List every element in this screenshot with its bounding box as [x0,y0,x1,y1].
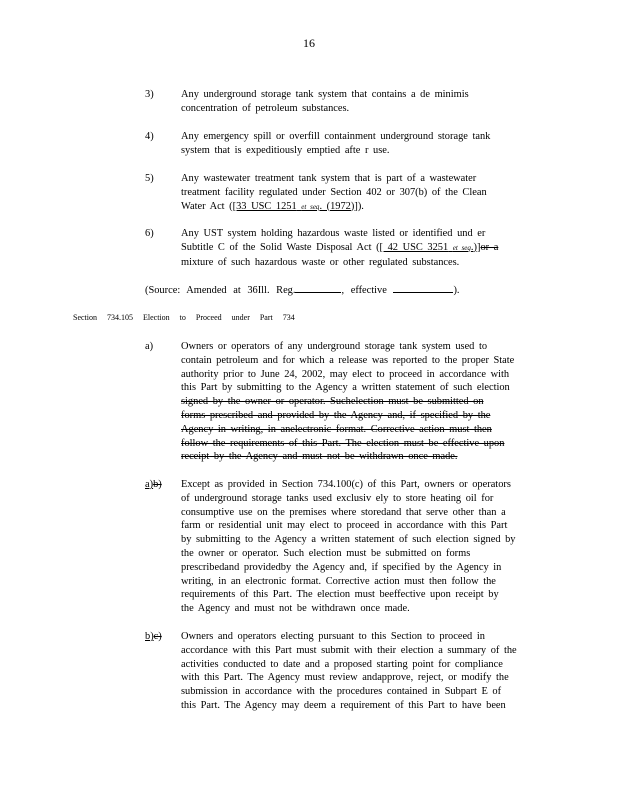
item-label: 5) [145,173,154,184]
deleted-line: receipt by the Agency and must not be withdrawn once made. [181,451,458,463]
item-line: Any wastewater treatment tank system that is part of a wastewater [181,173,477,184]
para-line: Except as provided in Section 734.100(c) of this Part, owners or operators [181,479,511,490]
para-line: this Part by submitting to the Agency a written statement of such election [181,382,510,394]
paragraph-label: b)c) [145,631,162,642]
item-label: 4) [145,131,154,142]
item-line: Any emergency spill or overfill containment underground storage tank [181,131,491,142]
page-number: 16 [303,36,315,50]
item-line: Subtitle C of the Solid Waste Disposal Act ([ 42 USC 3251 et seq.)]or a [181,241,499,253]
inserted-citation: [ 42 USC 3251 et seq.)] [379,241,481,253]
deleted-line: Agency in writing, in anelectronic format. Corrective action must then [181,423,492,435]
item-line: concentration of petroleum substances. [181,102,350,114]
para-line: the Agency and must not be withdrawn once made. [181,603,410,615]
item-line: treatment facility regulated under Section 402 or 307(b) of the Clean [181,186,487,198]
item-line: system that is expeditiously emptied afte r use. [181,144,390,156]
item-label: 3) [145,89,154,100]
list-item-3 [145,88,530,116]
para-line: farm or residential unit may elect to proceed in accordance with this Part [181,520,508,532]
deleted-line: follow the requirements of this Part. The election must be effective upon [181,437,505,449]
paragraph-label: a)b) [145,479,162,490]
item-line: mixture of such hazardous waste or other regulated substances. [181,256,460,268]
para-line: prescribedand providedby the Agency and, if specified by the Agency in [181,561,502,573]
para-line: accordance with this Part must submit with their election a summary of the [181,644,517,656]
item-label: 6) [145,228,154,239]
paragraph-c [145,630,530,713]
deleted-text: or a [480,241,499,253]
item-line: Any underground storage tank system that contains a de minimis [181,89,469,100]
para-line: writing, in an electronic format. Corrective action must then follow the [181,575,496,587]
inserted-citation: [33 USC 1251 et seq. (1972)] [232,200,358,212]
list-item-6 [145,227,530,269]
paragraph-label: a) [145,341,154,352]
section-heading: Section 734.105 Election to Proceed under Part 734 [73,313,295,322]
paragraph-a [145,340,530,464]
deleted-line: forms prescribed and provided by the Agency and, if specified by the [181,409,491,421]
para-line: Owners and operators electing pursuant to this Section to proceed in [181,631,485,642]
paragraph-b [145,478,530,616]
para-line: Owners or operators of any underground storage tank system used to [181,341,488,352]
list-item-4 [145,130,530,158]
para-line: requirements of this Part. The election must beeffective upon receipt by [181,589,499,601]
para-line: with this Part. The Agency must review andapprove, reject, or modify the [181,672,509,684]
blank-line [295,283,341,293]
para-line: submission in accordance with the procedures contained in Subpart E of [181,686,502,698]
para-line: the owner or operator. Such election must be submitted on forms [181,547,471,559]
para-line: this Part. The Agency may deem a requirement of this Part to have been [181,699,506,711]
item-line: Any UST system holding hazardous waste listed or identified und er [181,228,486,239]
list-item-5 [145,172,530,214]
blank-line [393,283,453,293]
source-note: (Source: Amended at 36Ill. Reg. , effective ). [145,285,460,296]
para-line: of underground storage tanks used exclusiv ely to store heating oil for [181,492,494,504]
para-line: consumptive use on the premises where storedand that serve other than a [181,506,506,518]
para-line: authority prior to June 24, 2002, may elect to proceed in accordance with [181,368,510,380]
item-line: Water Act ([33 USC 1251 et seq. (1972)]). [181,200,364,212]
deleted-line: signed by the owner or operator. Suchelection must be submitted on [181,396,484,408]
para-line: contain petroleum and for which a release was reported to the proper State [181,354,515,366]
para-line: activities conducted to date and a proposed starting point for compliance [181,658,503,670]
para-line: by submitting to the Agency a written statement of such election signed by [181,534,516,546]
